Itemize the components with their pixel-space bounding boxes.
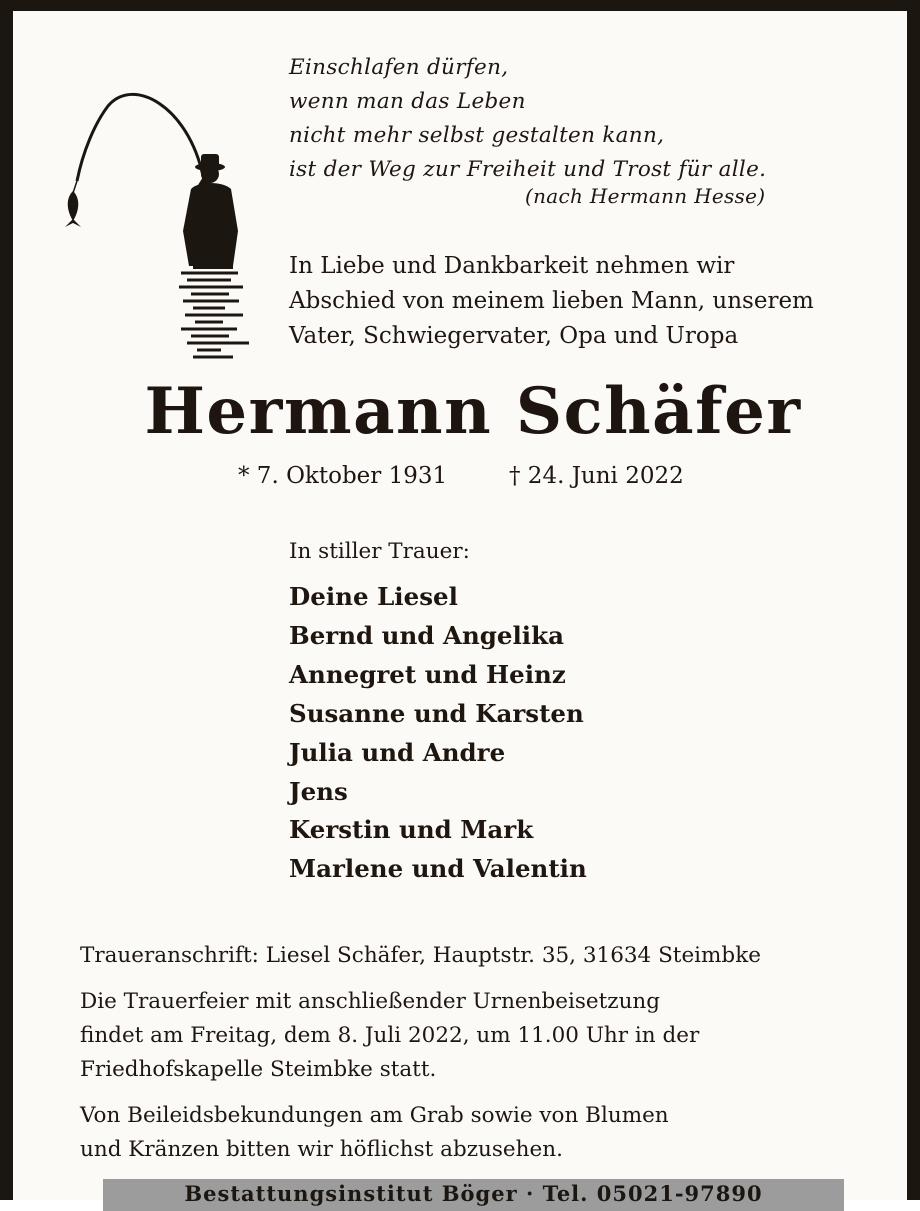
mourner-name: Bernd und Angelika: [289, 620, 564, 650]
ceremony-line: Friedhofskapelle Steimbke statt.: [80, 1057, 437, 1082]
ceremony-line: findet am Freitag, dem 8. Juli 2022, um 11.00 Uhr in der: [80, 1023, 700, 1048]
quote-line: ist der Weg zur Freiheit und Trost für alle.: [289, 157, 767, 182]
condolence-line: Von Beileidsbekundungen am Grab sowie von Blumen: [80, 1103, 669, 1128]
quote-block: [289, 51, 829, 187]
details-block: [80, 939, 900, 1179]
intro-line: Abschied von meinem lieben Mann, unserem: [289, 288, 814, 314]
intro-text: [289, 249, 889, 354]
mourning-heading: In stiller Trauer:: [289, 539, 470, 564]
intro-line: Vater, Schwiegervater, Opa und Uropa: [289, 323, 739, 349]
quote-source: (nach Hermann Hesse): [525, 184, 766, 208]
address-line: Traueranschrift: Liesel Schäfer, Hauptstr. 35, 31634 Steimbke: [80, 943, 761, 968]
condolence-line: und Kränzen bitten wir höflichst abzusehen.: [80, 1137, 563, 1162]
birth-date: * 7. Oktober 1931: [238, 463, 448, 489]
intro-line: In Liebe und Dankbarkeit nehmen wir: [289, 253, 735, 279]
condolence-paragraph: [80, 1099, 900, 1167]
ceremony-line: Die Trauerfeier mit anschließender Urnenbeisetzung: [80, 989, 661, 1014]
mourner-name: Annegret und Heinz: [289, 659, 566, 689]
mourner-name: Marlene und Valentin: [289, 854, 587, 884]
ceremony-paragraph: [80, 985, 900, 1087]
deceased-name: Hermann Schäfer: [144, 374, 802, 449]
funeral-home-footer: Bestattungsinstitut Böger · Tel. 05021-97890: [103, 1179, 844, 1211]
mourner-list: [289, 578, 587, 889]
mourner-name: Jens: [289, 776, 348, 806]
quote-line: nicht mehr selbst gestalten kann,: [289, 123, 665, 148]
mourner-name: Kerstin und Mark: [289, 815, 534, 845]
angler-silhouette-icon: [53, 81, 263, 371]
mourner-name: Deine Liesel: [289, 582, 458, 611]
quote-line: wenn man das Leben: [289, 89, 526, 114]
mourner-name: Susanne und Karsten: [289, 698, 584, 728]
death-date: † 24. Juni 2022: [509, 463, 684, 489]
mourner-name: Julia und Andre: [289, 737, 506, 767]
quote-line: Einschlafen dürfen,: [289, 55, 509, 80]
